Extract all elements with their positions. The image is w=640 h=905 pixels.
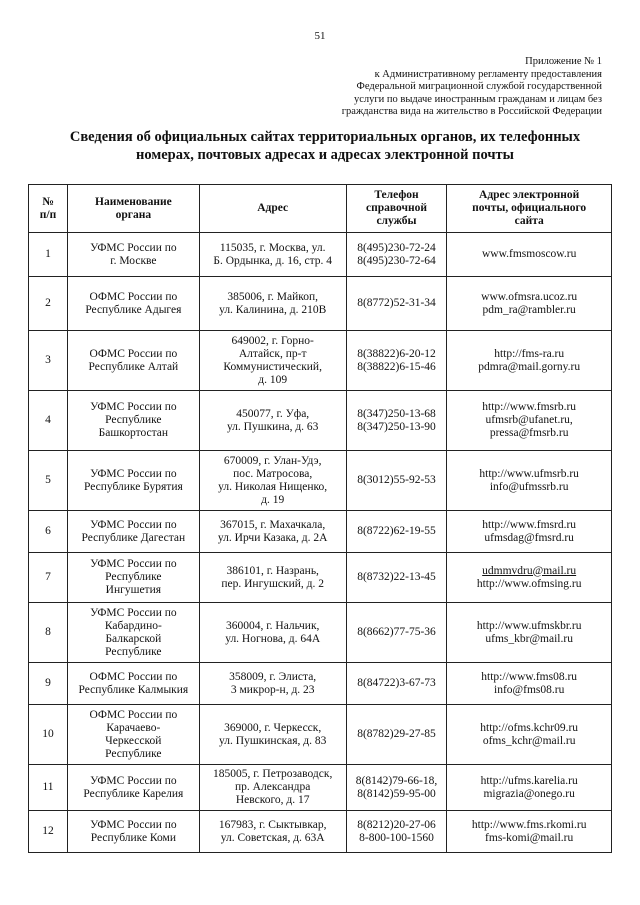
cell-num-line: 9 [45,677,51,689]
site-link[interactable]: pressa@fmsrb.ru [489,427,569,439]
appendix-note [302,56,602,119]
cell-site [447,553,612,603]
cell-phone-line: 8(8732)22-13-45 [357,571,436,583]
cell-address-line: Коммунистический, [223,360,322,373]
cell-address-line: 386101, г. Назрань, [226,564,319,577]
cell-address-line: 115035, г. Москва, ул. [219,241,326,254]
site-link[interactable]: www.ofmsra.ucoz.ru [481,290,578,303]
cell-name-line: Республике Дагестан [81,531,186,544]
site-link[interactable]: migrazia@onego.ru [483,787,575,800]
cell-num-line: 5 [45,474,51,486]
table-row [29,511,612,553]
cell-name [68,233,200,277]
cell-address-line: 358009, г. Элиста, [229,670,317,683]
cell-address-line: 360004, г. Нальчик, [225,619,320,632]
cell-address [199,553,346,603]
cell-name-line: Черкесской [105,734,162,747]
header-phone: Телефон справочной службы [346,185,447,233]
cell-name-line: УФМС России по [90,241,177,254]
appendix-line: Приложение № 1 [525,56,602,67]
cell-name-line: Башкортостан [98,427,169,439]
cell-name-line: Республике Адыгея [85,303,182,316]
cell-num-line: 12 [42,825,54,837]
cell-address-line: 3 микрор-н, д. 23 [230,683,315,696]
cell-name-line: Республике [105,571,162,583]
site-link[interactable]: http://www.fms.rkomi.ru [471,818,587,831]
cell-name [68,331,200,391]
cell-name-line: Республике [105,414,162,426]
cell-address [199,233,346,277]
cell-address-line: 185005, г. Петрозаводск, [213,768,333,780]
title-line: номерах, почтовых адресах и адресах электронной почты [135,147,515,163]
table-header-row [29,185,612,233]
cell-address [199,663,346,705]
cell-num-line: 11 [42,781,54,793]
table-row [29,765,612,811]
cell-site [447,331,612,391]
cell-address-line: д. 19 [261,493,285,506]
cell-site [447,391,612,451]
cell-address-line: 450077, г. Уфа, [236,407,310,420]
cell-name-line: УФМС России по [90,467,177,480]
cell-name-line: Балкарской [105,632,162,645]
appendix-line: услуги по выдаче иностранным гражданам и лицам без [353,93,602,105]
cell-phone [346,663,447,705]
site-link[interactable]: ufmsdag@fmsrd.ru [484,531,574,544]
cell-phone-line: 8(38822)6-15-46 [357,360,436,373]
cell-address-line: д. 109 [258,373,288,386]
cell-site [447,511,612,553]
cell-phone-line: 8(8722)62-19-55 [357,525,436,537]
cell-name [68,705,200,765]
cell-name-line: Республике Карелия [83,787,184,800]
site-link[interactable]: fms-komi@mail.ru [485,831,574,844]
cell-name [68,811,200,853]
site-link[interactable]: http://www.ufmskbr.ru [476,619,582,632]
cell-phone-line: 8(8142)79-66-18, [355,774,438,787]
cell-name-line: Ингушетия [105,584,162,596]
cell-num [29,511,68,553]
cell-num-line: 4 [45,414,51,426]
cell-num [29,603,68,663]
cell-name [68,603,200,663]
cell-num-line: 3 [45,354,51,366]
cell-name [68,277,200,331]
cell-phone [346,603,447,663]
cell-name-line: УФМС России по [90,518,177,531]
cell-name-line: УФМС России по [90,558,177,570]
cell-address [199,811,346,853]
cell-address-line: ул. Пушкинская, д. 83 [219,734,327,747]
cell-num [29,451,68,511]
site-link[interactable]: http://ufms.karelia.ru [480,774,578,787]
cell-phone [346,331,447,391]
cell-num-line: 7 [45,571,51,583]
cell-address-line: Б. Ордынка, д. 16, стр. 4 [213,254,332,267]
cell-address [199,451,346,511]
cell-name-line: УФМС России по [90,774,177,787]
cell-phone [346,451,447,511]
cell-phone [346,765,447,811]
site-link[interactable]: pdm_ra@rambler.ru [482,303,576,316]
table-row [29,811,612,853]
site-link[interactable]: pdmra@mail.gorny.ru [478,360,581,373]
site-link[interactable]: ufms_kbr@mail.ru [485,632,573,645]
cell-num-line: 2 [45,297,51,309]
cell-address-line: 167983, г. Сыктывкар, [218,818,327,831]
cell-phone-line: 8(8142)59-95-00 [357,787,436,800]
cell-phone [346,277,447,331]
cell-name-line: УФМС России по [90,818,177,831]
site-link[interactable]: ofms_kchr@mail.ru [482,734,576,747]
cell-site [447,765,612,811]
site-link[interactable]: www.fmsmoscow.ru [481,248,577,260]
cell-num [29,811,68,853]
cell-phone [346,233,447,277]
cell-name-line: УФМС России по [90,606,177,619]
cell-name-line: ОФМС России по [89,290,178,303]
cell-phone [346,511,447,553]
cell-num [29,331,68,391]
table-row [29,233,612,277]
cell-address-line: 367015, г. Махачкала, [220,518,326,531]
site-link[interactable]: udmmvdru@mail.ru [482,564,577,577]
cell-address-line: пер. Ингушский, д. 2 [221,577,325,590]
cell-site [447,451,612,511]
cell-address-line: 369000, г. Черкесск, [224,721,322,734]
cell-address-line: 649002, г. Горно- [231,334,314,347]
title-line: Сведения об официальных сайтах территориальных органов, их телефонных [69,129,581,145]
cell-num-line: 1 [45,248,51,260]
cell-phone-line: 8(3012)55-92-53 [357,474,436,486]
cell-num-line: 10 [42,728,54,740]
cell-name-line: Карачаево- [106,721,161,734]
cell-phone [346,553,447,603]
cell-address [199,705,346,765]
cell-num [29,705,68,765]
site-link[interactable]: http://www.ufmsrb.ru [479,467,579,480]
cell-name-line: Республике [105,747,162,760]
cell-phone-line: 8(347)250-13-90 [357,420,436,433]
cell-name [68,451,200,511]
cell-address-line: ул. Калинина, д. 210В [219,303,327,316]
table-row [29,277,612,331]
cell-name [68,511,200,553]
cell-site [447,663,612,705]
site-link[interactable]: http://www.fmsrb.ru [482,401,577,413]
cell-phone-line: 8(347)250-13-68 [357,407,436,420]
cell-name-line: Республике Калмыкия [78,683,189,696]
site-link[interactable]: http://fms-ra.ru [494,347,565,360]
cell-phone-line: 8(495)230-72-24 [357,241,436,254]
table-row [29,553,612,603]
table-row [29,331,612,391]
table-row [29,663,612,705]
cell-phone [346,705,447,765]
site-link[interactable]: http://www.ofmsing.ru [476,577,582,590]
appendix-line: Федеральной миграционной службой государственной [356,81,602,92]
cell-address-line: пос. Матросова, [233,467,313,480]
site-link[interactable]: http://www.fms08.ru [481,670,578,683]
cell-name-line: Республике Алтай [88,360,179,373]
cell-phone [346,391,447,451]
cell-name [68,553,200,603]
cell-name-line: УФМС России по [90,401,177,413]
cell-num [29,277,68,331]
cell-num [29,663,68,705]
cell-name-line: Республике [105,645,162,658]
header-address: Адрес [199,185,346,233]
cell-phone-line: 8(8772)52-31-34 [357,297,436,309]
cell-num [29,391,68,451]
cell-site [447,811,612,853]
site-link[interactable]: info@fms08.ru [494,683,565,696]
page-number: 51 [314,30,326,42]
appendix-line: к Административному регламенту предоставления [374,68,602,80]
cell-phone-line: 8(84722)3-67-73 [357,677,436,689]
site-link[interactable]: ufmsrb@ufanet.ru, [485,414,573,426]
cell-site [447,705,612,765]
header-site: Адрес электронной почты, официального сайта [447,185,612,233]
cell-address [199,765,346,811]
cell-address-line: Алтайск, пр-т [238,347,307,360]
cell-address-line: ул. Ирчи Казака, д. 2А [217,531,328,544]
cell-address [199,511,346,553]
cell-name [68,765,200,811]
cell-address [199,603,346,663]
cell-address-line: 670009, г. Улан-Удэ, [223,454,322,467]
cell-name-line: ОФМС России по [89,670,178,683]
cell-site [447,603,612,663]
cell-address [199,391,346,451]
cell-num [29,233,68,277]
cell-address-line: ул. Советская, д. 63А [220,831,325,844]
site-link[interactable]: info@ufmssrb.ru [489,480,569,493]
cell-name-line: г. Москве [110,254,157,267]
cell-phone-line: 8(8662)77-75-36 [357,626,436,638]
cell-phone [346,811,447,853]
cell-address-line: Невского, д. 17 [235,794,310,806]
cell-phone-line: 8(8782)29-27-85 [357,728,436,740]
cell-site [447,277,612,331]
cell-name [68,663,200,705]
header-name: Наименование органа [68,185,200,233]
cell-name-line: ОФМС России по [89,347,178,360]
cell-address-line: ул. Ногнова, д. 64А [225,632,321,645]
site-link[interactable]: http://www.fmsrd.ru [482,518,577,531]
cell-address [199,331,346,391]
document-title [50,128,600,164]
cell-name-line: ОФМС России по [89,708,178,721]
table-row [29,451,612,511]
cell-address-line: пр. Александра [235,781,311,793]
cell-num [29,553,68,603]
cell-address-line: ул. Николая Нищенко, [218,480,328,493]
cell-address-line: 385006, г. Майкоп, [227,290,319,303]
cell-name [68,391,200,451]
table-body [29,233,612,853]
cell-num-line: 6 [45,525,51,537]
appendix-line: гражданства вида на жительство в Российской Федерации [341,106,602,117]
cell-address-line: ул. Пушкина, д. 63 [226,420,319,433]
table-row [29,705,612,765]
table-row [29,391,612,451]
cell-phone-line: 8(38822)6-20-12 [357,347,436,360]
cell-address [199,277,346,331]
offices-table [28,184,612,853]
cell-name-line: Республике Коми [90,831,176,844]
cell-name-line: Республике Бурятия [83,480,183,493]
cell-name-line: Кабардино- [104,619,162,632]
cell-num-line: 8 [45,626,51,638]
table-row [29,603,612,663]
cell-phone-line: 8(495)230-72-64 [357,254,436,267]
site-link[interactable]: http://ofms.kchr09.ru [480,721,579,734]
header-num: № п/п [29,185,68,233]
cell-num [29,765,68,811]
cell-phone-line: 8-800-100-1560 [359,831,434,844]
cell-site [447,233,612,277]
cell-phone-line: 8(8212)20-27-06 [357,818,436,831]
